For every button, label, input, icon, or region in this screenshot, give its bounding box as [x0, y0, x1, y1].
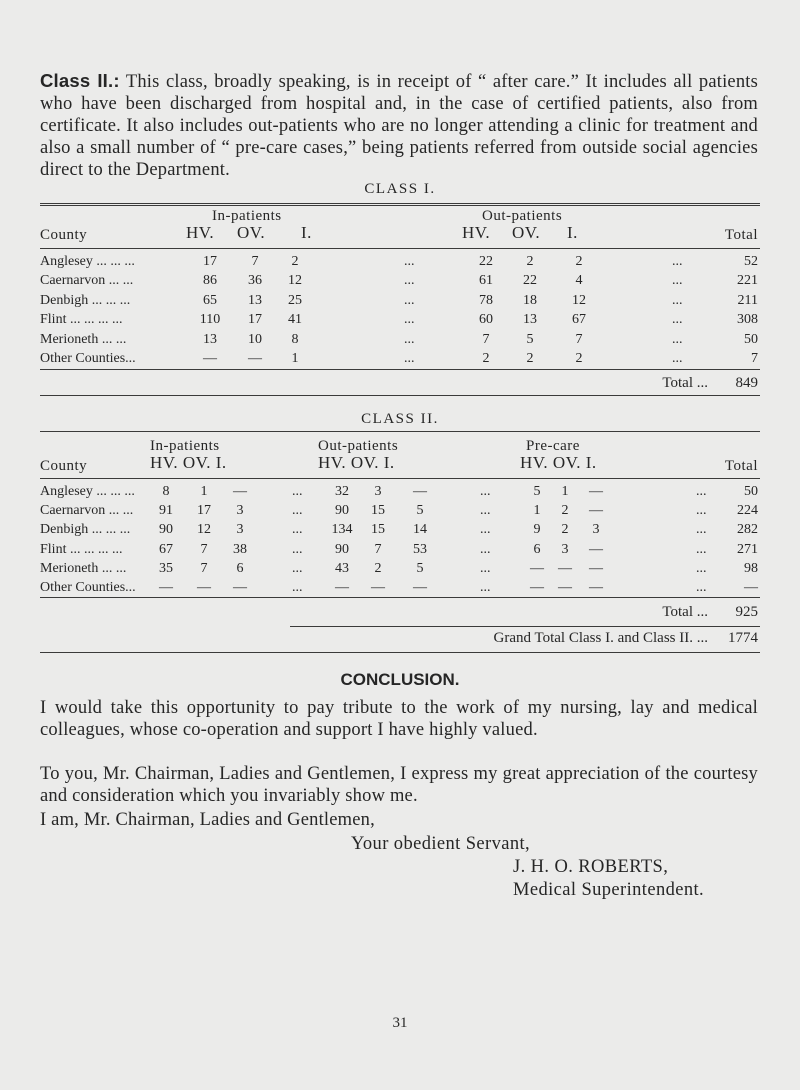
class1-outpatient-cell: 22: [523, 273, 537, 288]
class2-precare-cell: —: [589, 561, 603, 576]
class1-inpatient-cell: 65: [203, 293, 217, 308]
class1-county-cell: Denbigh ... ... ...: [40, 293, 131, 308]
grand-total-value: 1774: [728, 630, 758, 646]
class2-total-value: 925: [735, 604, 758, 620]
class1-total-cell: 221: [737, 273, 758, 288]
class2-outpatient-cell: 2: [374, 561, 382, 576]
class1-outpatient-cell: 2: [482, 351, 490, 366]
class1-in-ov-header: OV.: [237, 223, 266, 242]
class1-outpatients-header: Out-patients: [482, 208, 563, 224]
class1-inpatient-cell: 41: [288, 312, 302, 327]
class1-county-header: County: [40, 227, 88, 243]
class2-county-cell: Anglesey ... ... ...: [40, 484, 135, 499]
class1-inpatient-cell: —: [248, 351, 262, 366]
class2-outpatient-cell: 7: [374, 542, 382, 557]
class2-total-cell: 98: [744, 561, 758, 576]
class2-inpatient-cell: 12: [197, 522, 211, 537]
class1-end-rule: [40, 395, 760, 396]
class2-precare-cell: 6: [533, 542, 541, 557]
class1-inpatient-cell: 17: [248, 312, 262, 327]
class2-dots: ...: [292, 484, 303, 499]
class2-dots: ...: [292, 522, 303, 537]
class2-dots: ...: [292, 542, 303, 557]
class1-bottom-rule: [40, 369, 760, 370]
class1-inpatient-cell: 13: [203, 332, 217, 347]
class2-inpatient-cell: 35: [159, 561, 173, 576]
class1-outpatient-cell: 2: [575, 351, 583, 366]
class1-outpatient-cell: 12: [572, 293, 586, 308]
class1-outpatient-cell: 2: [526, 351, 534, 366]
class2-out-hv-ov-i-header: HV. OV. I.: [318, 453, 395, 472]
class2-dots: ...: [292, 580, 303, 595]
class2-precare-cell: —: [589, 580, 603, 595]
class2-total-cell: 282: [737, 522, 758, 537]
class2-total-label: Total ...: [662, 604, 708, 620]
class2-precare-cell: 3: [561, 542, 569, 557]
class2-inpatient-cell: 6: [236, 561, 244, 576]
class1-inpatient-cell: —: [203, 351, 217, 366]
class1-total-cell: 308: [737, 312, 758, 327]
conclusion-paragraph-3: I am, Mr. Chairman, Ladies and Gentlemen,: [40, 810, 375, 830]
class1-inpatient-cell: 1: [291, 351, 299, 366]
class2-outpatient-cell: —: [413, 580, 427, 595]
class2-top-rule: [40, 431, 760, 432]
class1-outpatient-cell: 2: [575, 254, 583, 269]
class2-precare-cell: —: [558, 561, 572, 576]
class2-outpatient-cell: 90: [335, 542, 349, 557]
class1-inpatient-cell: 8: [291, 332, 299, 347]
class1-dots: ...: [672, 332, 683, 347]
class2-inpatient-cell: —: [233, 484, 247, 499]
class1-inpatient-cell: 110: [199, 312, 221, 327]
class2-inpatient-cell: 38: [233, 542, 247, 557]
class2-dots: ...: [480, 522, 491, 537]
class2-dots: ...: [292, 503, 303, 518]
class1-dots: ...: [404, 273, 415, 288]
class2-precare-cell: 9: [533, 522, 541, 537]
class1-county-cell: Merioneth ... ...: [40, 332, 127, 347]
class2-inpatient-cell: —: [159, 580, 173, 595]
class2-precare-cell: —: [558, 580, 572, 595]
class2-county-cell: Denbigh ... ... ...: [40, 522, 131, 537]
class2-outpatient-cell: 15: [371, 522, 385, 537]
class1-outpatient-cell: 13: [523, 312, 537, 327]
class2-precare-header: Pre-care: [526, 438, 580, 454]
class1-inpatient-cell: 7: [251, 254, 259, 269]
class2-dots: ...: [696, 503, 707, 518]
class1-inpatient-cell: 86: [203, 273, 217, 288]
class2-precare-cell: 5: [533, 484, 541, 499]
class1-outpatient-cell: 60: [479, 312, 493, 327]
class2-inpatient-cell: —: [233, 580, 247, 595]
class1-total-cell: 50: [744, 332, 758, 347]
class2-dots: ...: [696, 580, 707, 595]
class1-outpatient-cell: 7: [575, 332, 583, 347]
class1-dots: ...: [672, 293, 683, 308]
class1-inpatient-cell: 17: [203, 254, 217, 269]
class2-precare-cell: —: [589, 484, 603, 499]
class2-county-cell: Caernarvon ... ...: [40, 503, 134, 518]
class2-precare-cell: 1: [533, 503, 541, 518]
signature-position: Medical Superintendent.: [513, 880, 705, 900]
class1-total-cell: 7: [751, 351, 758, 366]
class2-inpatient-cell: 90: [159, 522, 173, 537]
class2-outpatient-cell: 32: [335, 484, 349, 499]
class2-dots: ...: [696, 484, 707, 499]
conclusion-paragraph-2: To you, Mr. Chairman, Ladies and Gentlemen, I express my great appreciation of the courtesy and consideration which you invariably show me.: [40, 764, 758, 806]
class1-dots: ...: [672, 351, 683, 366]
class2-inpatient-cell: 8: [162, 484, 170, 499]
class1-county-cell: Flint ... ... ... ...: [40, 312, 123, 327]
class2-precare-cell: —: [530, 561, 544, 576]
class2-header-rule: [40, 478, 760, 479]
class1-inpatient-cell: 10: [248, 332, 262, 347]
class2-outpatient-cell: 43: [335, 561, 349, 576]
class2-outpatient-cell: 14: [413, 522, 427, 537]
class2-dots: ...: [480, 503, 491, 518]
class2-outpatient-cell: 5: [416, 561, 424, 576]
class1-header-rule: [40, 248, 760, 249]
class2-total-rule: [290, 626, 760, 627]
class1-outpatient-cell: 78: [479, 293, 493, 308]
class1-total-cell: 211: [737, 293, 758, 308]
class1-outpatient-cell: 5: [526, 332, 534, 347]
class2-inpatient-cell: 3: [236, 503, 244, 518]
class2-precare-cell: 2: [561, 503, 569, 518]
grand-total-label: Grand Total Class I. and Class II. ...: [493, 630, 708, 646]
class1-in-hv-header: HV.: [186, 223, 215, 242]
class1-outpatient-cell: 61: [479, 273, 493, 288]
class2-inpatient-cell: 91: [159, 503, 173, 518]
class2-bottom-rule: [40, 597, 760, 598]
class1-inpatient-cell: 12: [288, 273, 302, 288]
class2-dots: ...: [480, 484, 491, 499]
class1-total-cell: 52: [744, 254, 758, 269]
class2-outpatient-cell: 15: [371, 503, 385, 518]
class2-total-cell: 50: [744, 484, 758, 499]
class2-dots: ...: [292, 561, 303, 576]
class1-inpatient-cell: 2: [291, 254, 299, 269]
class2-dots: ...: [696, 561, 707, 576]
class1-outpatient-cell: 2: [526, 254, 534, 269]
class2-outpatient-cell: —: [335, 580, 349, 595]
class1-out-ov-header: OV.: [512, 223, 541, 242]
class1-dots: ...: [404, 254, 415, 269]
class2-outpatient-cell: —: [371, 580, 385, 595]
class2-inpatients-header: In-patients: [150, 438, 220, 454]
class1-in-i-header: I.: [301, 223, 312, 242]
class2-inpatient-cell: 3: [236, 522, 244, 537]
class2-inpatient-cell: 17: [197, 503, 211, 518]
class1-dots: ...: [404, 312, 415, 327]
class1-outpatient-cell: 18: [523, 293, 537, 308]
class2-precare-cell: 2: [561, 522, 569, 537]
class1-dots: ...: [672, 312, 683, 327]
class2-inpatient-cell: 67: [159, 542, 173, 557]
class2-in-hv-ov-i-header: HV. OV. I.: [150, 453, 227, 472]
class1-inpatient-cell: 13: [248, 293, 262, 308]
class1-inpatient-cell: 25: [288, 293, 302, 308]
class1-total-header: Total: [724, 227, 758, 243]
class2-county-cell: Other Counties...: [40, 580, 136, 595]
class2-inpatient-cell: —: [197, 580, 211, 595]
class2-county-cell: Flint ... ... ... ...: [40, 542, 123, 557]
class2-dots: ...: [696, 522, 707, 537]
class2-outpatient-cell: 53: [413, 542, 427, 557]
class1-top-rule-2: [40, 205, 760, 206]
class1-county-cell: Anglesey ... ... ...: [40, 254, 135, 269]
class2-inpatient-cell: 1: [200, 484, 208, 499]
class2-dots: ...: [480, 561, 491, 576]
closing-line: Your obedient Servant,: [351, 834, 531, 854]
class2-dots: ...: [696, 542, 707, 557]
signature-name: J. H. O. ROBERTS,: [513, 857, 669, 877]
page-number: 31: [392, 1015, 408, 1031]
class1-inpatients-header: In-patients: [212, 208, 282, 224]
class1-total-label: Total ...: [662, 375, 708, 391]
class1-out-i-header: I.: [567, 223, 578, 242]
class2-precare-cell: 3: [592, 522, 600, 537]
class2-dots: ...: [480, 580, 491, 595]
class2-total-cell: 271: [737, 542, 758, 557]
class1-top-rule: [40, 203, 760, 204]
conclusion-title: CONCLUSION.: [340, 670, 460, 689]
class1-outpatient-cell: 22: [479, 254, 493, 269]
intro-paragraph: [40, 70, 758, 181]
class1-outpatient-cell: 67: [572, 312, 586, 327]
class1-title: CLASS I.: [364, 181, 436, 197]
class1-dots: ...: [404, 293, 415, 308]
class1-dots: ...: [672, 273, 683, 288]
class2-outpatients-header: Out-patients: [318, 438, 399, 454]
class2-precare-cell: 1: [561, 484, 569, 499]
intro-text: This class, broadly speaking, is in receipt of “ after care.” It includes all patients who have been discharged from hospital and, in the case of certified patients, also from certificate. It also includes out-patients who are no longer attending a clinic for treatment and also a small number of “ pre-care cases,” being patients referred from outside social agencies direct to the Department.: [40, 72, 759, 180]
class2-dots: ...: [480, 542, 491, 557]
class1-dots: ...: [404, 351, 415, 366]
class2-total-header: Total: [724, 458, 758, 474]
class2-inpatient-cell: 7: [200, 542, 208, 557]
class1-county-cell: Caernarvon ... ...: [40, 273, 134, 288]
class2-outpatient-cell: —: [413, 484, 427, 499]
class2-title: CLASS II.: [361, 411, 439, 427]
class2-total-cell: 224: [737, 503, 758, 518]
class2-end-rule: [40, 652, 760, 653]
class2-county-cell: Merioneth ... ...: [40, 561, 127, 576]
class2-precare-cell: —: [530, 580, 544, 595]
class2-precare-cell: —: [589, 542, 603, 557]
class2-pre-hv-ov-i-header: HV. OV. I.: [520, 453, 597, 472]
class1-county-cell: Other Counties...: [40, 351, 136, 366]
conclusion-paragraph-1: I would take this opportunity to pay tribute to the work of my nursing, lay and medical colleagues, whose co-operation and support I have highly valued.: [40, 698, 758, 740]
class1-outpatient-cell: 4: [575, 273, 583, 288]
class2-outpatient-cell: 3: [374, 484, 382, 499]
class1-total-value: 849: [735, 375, 758, 391]
intro-label: Class II.:: [40, 70, 120, 91]
class1-out-hv-header: HV.: [462, 223, 491, 242]
class2-inpatient-cell: 7: [200, 561, 208, 576]
class1-dots: ...: [404, 332, 415, 347]
class1-dots: ...: [672, 254, 683, 269]
class2-outpatient-cell: 5: [416, 503, 424, 518]
class2-county-header: County: [40, 458, 88, 474]
class2-precare-cell: —: [589, 503, 603, 518]
class2-total-cell: —: [744, 580, 758, 595]
class2-outpatient-cell: 90: [335, 503, 349, 518]
class1-outpatient-cell: 7: [482, 332, 490, 347]
class1-inpatient-cell: 36: [248, 273, 262, 288]
class2-outpatient-cell: 134: [331, 522, 353, 537]
